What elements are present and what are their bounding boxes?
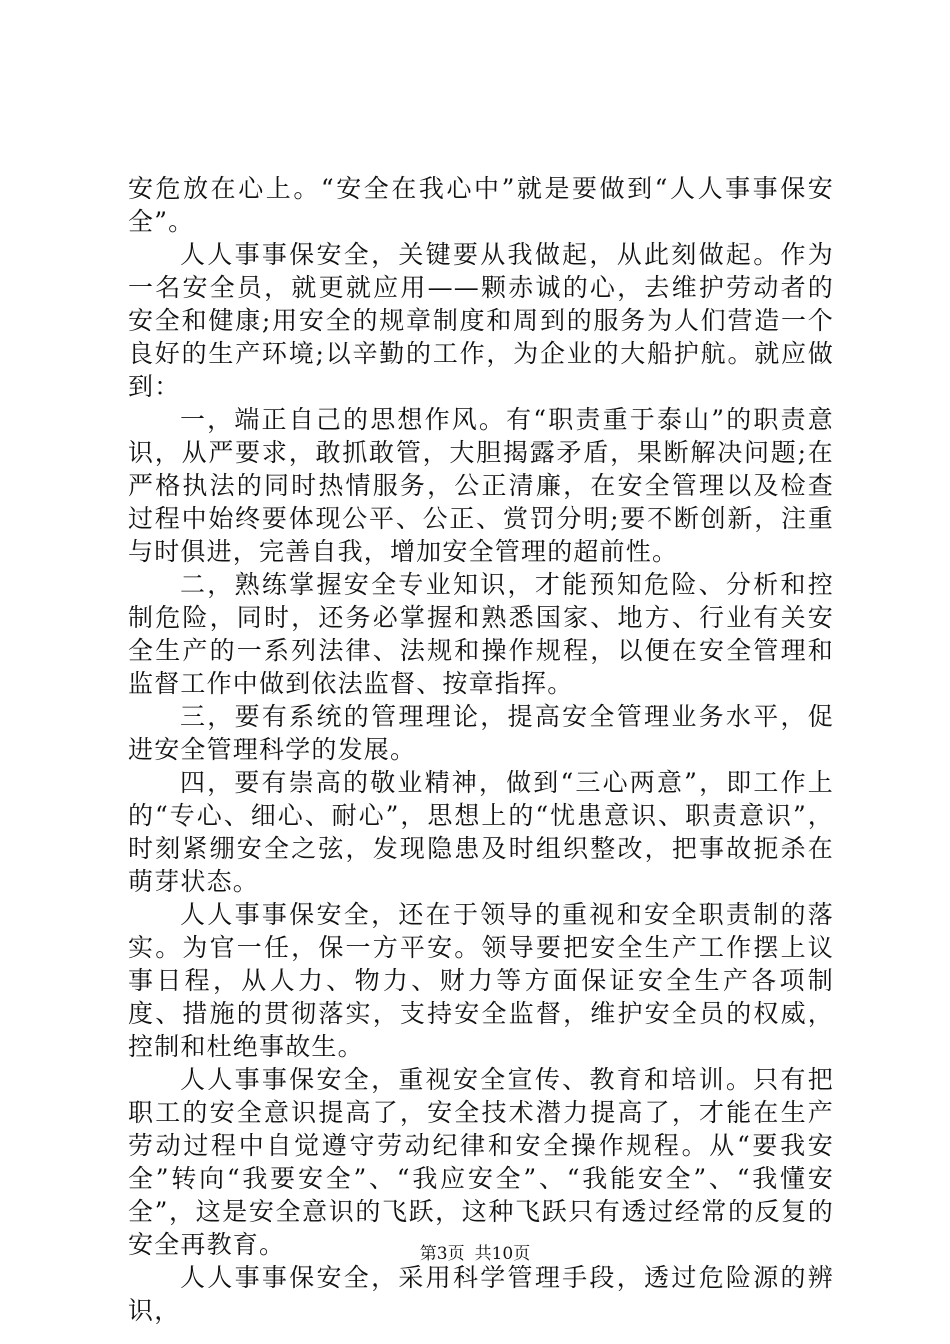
paragraph-2: 人人事事保安全，关键要从我做起，从此刻做起。作为一名安全员，就更就应用——颗赤诚的心，去维护劳动者的安全和健康;用安全的规章制度和周到的服务为人们营造一个良好的生产环境;以辛勤的工作，为企业的大船护航。就应做到： [128, 240, 834, 401]
paragraph-9: 人人事事保安全，采用科学管理手段，透过危险源的辨识， [128, 1263, 834, 1325]
page-footer [0, 1243, 950, 1265]
document-body [128, 172, 834, 1327]
paragraph-8: 人人事事保安全，重视安全宣传、教育和培训。只有把职工的安全意识提高了，安全技术潜力提高了，才能在生产劳动过程中自觉遵守劳动纪律和安全操作规程。从“要我安全”转向“我要安全”、“我应安全”、“我能安全”、“我懂安全”，这是安全意识的飞跃，这种飞跃只有透过经常的反复的安全再教育。 [128, 1065, 834, 1259]
paragraph-1: 安危放在心上。“安全在我心中”就是要做到“人人事事保安全”。 [128, 174, 834, 236]
page-number: 第3页 [419, 1244, 465, 1264]
paragraph-6: 四，要有崇高的敬业精神，做到“三心两意”，即工作上的“专心、细心、耐心”，思想上的“忧患意识、职责意识”，时刻紧绷安全之弦，发现隐患及时组织整改，把事故扼杀在萌芽状态。 [128, 768, 834, 896]
paragraph-5: 三，要有系统的管理理论，提高安全管理业务水平，促进安全管理科学的发展。 [128, 702, 834, 764]
paragraph-3: 一，端正自己的思想作风。有“职责重于泰山”的职责意识，从严要求，敢抓敢管，大胆揭露矛盾，果断解决问题;在严格执法的同时热情服务，公正清廉，在安全管理以及检查过程中始终要体现公平、公正、赏罚分明;要不断创新，注重与时俱进，完善自我，增加安全管理的超前性。 [128, 405, 834, 566]
paragraph-4: 二，熟练掌握安全专业知识，才能预知危险、分析和控制危险，同时，还务必掌握和熟悉国家、地方、行业有关安全生产的一系列法律、法规和操作规程，以便在安全管理和监督工作中做到依法监督、按章指挥。 [128, 570, 834, 698]
paragraph-7: 人人事事保安全，还在于领导的重视和安全职责制的落实。为官一任，保一方平安。领导要把安全生产工作摆上议事日程，从人力、物力、财力等方面保证安全生产各项制度、措施的贯彻落实，支持安全监督，维护安全员的权威，控制和杜绝事故生。 [128, 900, 834, 1061]
page-total: 共10页 [474, 1244, 531, 1264]
